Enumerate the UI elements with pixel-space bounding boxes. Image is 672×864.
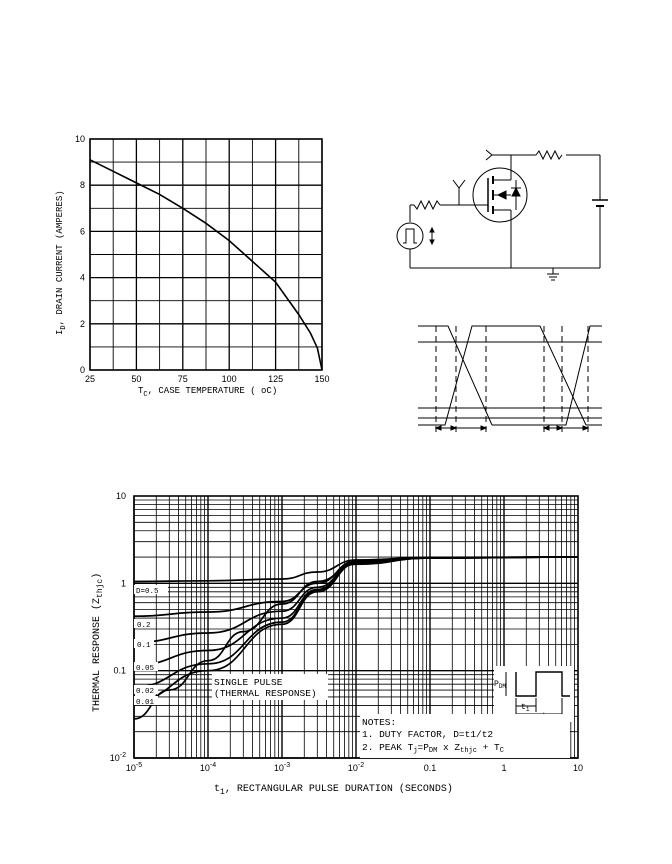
label-d005: 0.05 xyxy=(136,665,155,673)
x-tick-label: 0.1 xyxy=(423,763,437,773)
label-d001: 0.01 xyxy=(136,699,155,707)
label-d05: D=0.5 xyxy=(136,588,159,596)
x-tick-label: 1 xyxy=(501,763,507,773)
y-tick-label: $10^{-2}$ xyxy=(109,752,126,763)
derating-grid xyxy=(90,139,322,370)
label-d02: 0.2 xyxy=(137,622,151,630)
thermal-xlabel: $t_1$, RECTANGULAR PULSE DURATION (SECONDS) xyxy=(214,784,453,797)
thermal-ylabel: THERMAL RESPONSE $(Z_{thjc})$ xyxy=(92,572,105,712)
derating-xlabel: $T_C$, CASE TEMPERATURE ( oC) xyxy=(138,386,278,399)
label-d002: 0.02 xyxy=(136,688,155,696)
x-tick-label: 75 xyxy=(177,374,188,384)
y-tick-label: 2 xyxy=(79,318,85,329)
switching-waveform xyxy=(418,326,602,432)
thermal-response-chart xyxy=(91,491,583,797)
duty-factor-labels xyxy=(134,585,168,707)
single-pulse-label: SINGLE PULSE xyxy=(214,677,283,688)
notes-title: NOTES: xyxy=(362,717,397,728)
x-tick-label: $10^{-3}$ xyxy=(273,762,291,773)
y-tick-label: 0 xyxy=(79,365,85,375)
note-1: 1. DUTY FACTOR, D=t1/t2 xyxy=(362,729,494,740)
x-tick-label: 150 xyxy=(314,374,330,384)
y-tick-label: 4 xyxy=(79,272,85,283)
derating-chart xyxy=(55,134,330,399)
y-tick-label: 10 xyxy=(74,134,85,144)
test-circuit-schematic xyxy=(397,150,608,280)
pulse-pdm-label: $P_{DM}$ xyxy=(494,680,507,690)
note-2: 2. PEAK $T_j=P_{DM}$ x $Z_{thjc} + T_C$ xyxy=(362,742,504,755)
x-tick-label: 50 xyxy=(131,374,142,384)
y-tick-label: 10 xyxy=(115,491,126,501)
x-tick-label: 10 xyxy=(572,763,584,773)
x-tick-label: $10^{-2}$ xyxy=(347,762,365,773)
derating-ylabel: $I_D$, DRAIN CURRENT (AMPERES) xyxy=(55,190,68,335)
y-tick-label: 6 xyxy=(79,226,85,237)
pulse-t1-label: $t_1$ xyxy=(521,703,530,713)
x-tick-label: 25 xyxy=(84,374,96,384)
label-d01: 0.1 xyxy=(137,642,151,650)
y-tick-label: 8 xyxy=(79,180,85,191)
y-tick-label: 1 xyxy=(120,578,126,589)
x-tick-label: $10^{-4}$ xyxy=(199,762,217,773)
x-tick-label: 100 xyxy=(221,374,237,384)
x-tick-label: 125 xyxy=(268,374,284,384)
x-tick-label: $10^{-5}$ xyxy=(125,762,143,773)
y-tick-label: 0.1 xyxy=(113,665,126,676)
single-pulse-sub-label: (THERMAL RESPONSE) xyxy=(214,688,317,699)
